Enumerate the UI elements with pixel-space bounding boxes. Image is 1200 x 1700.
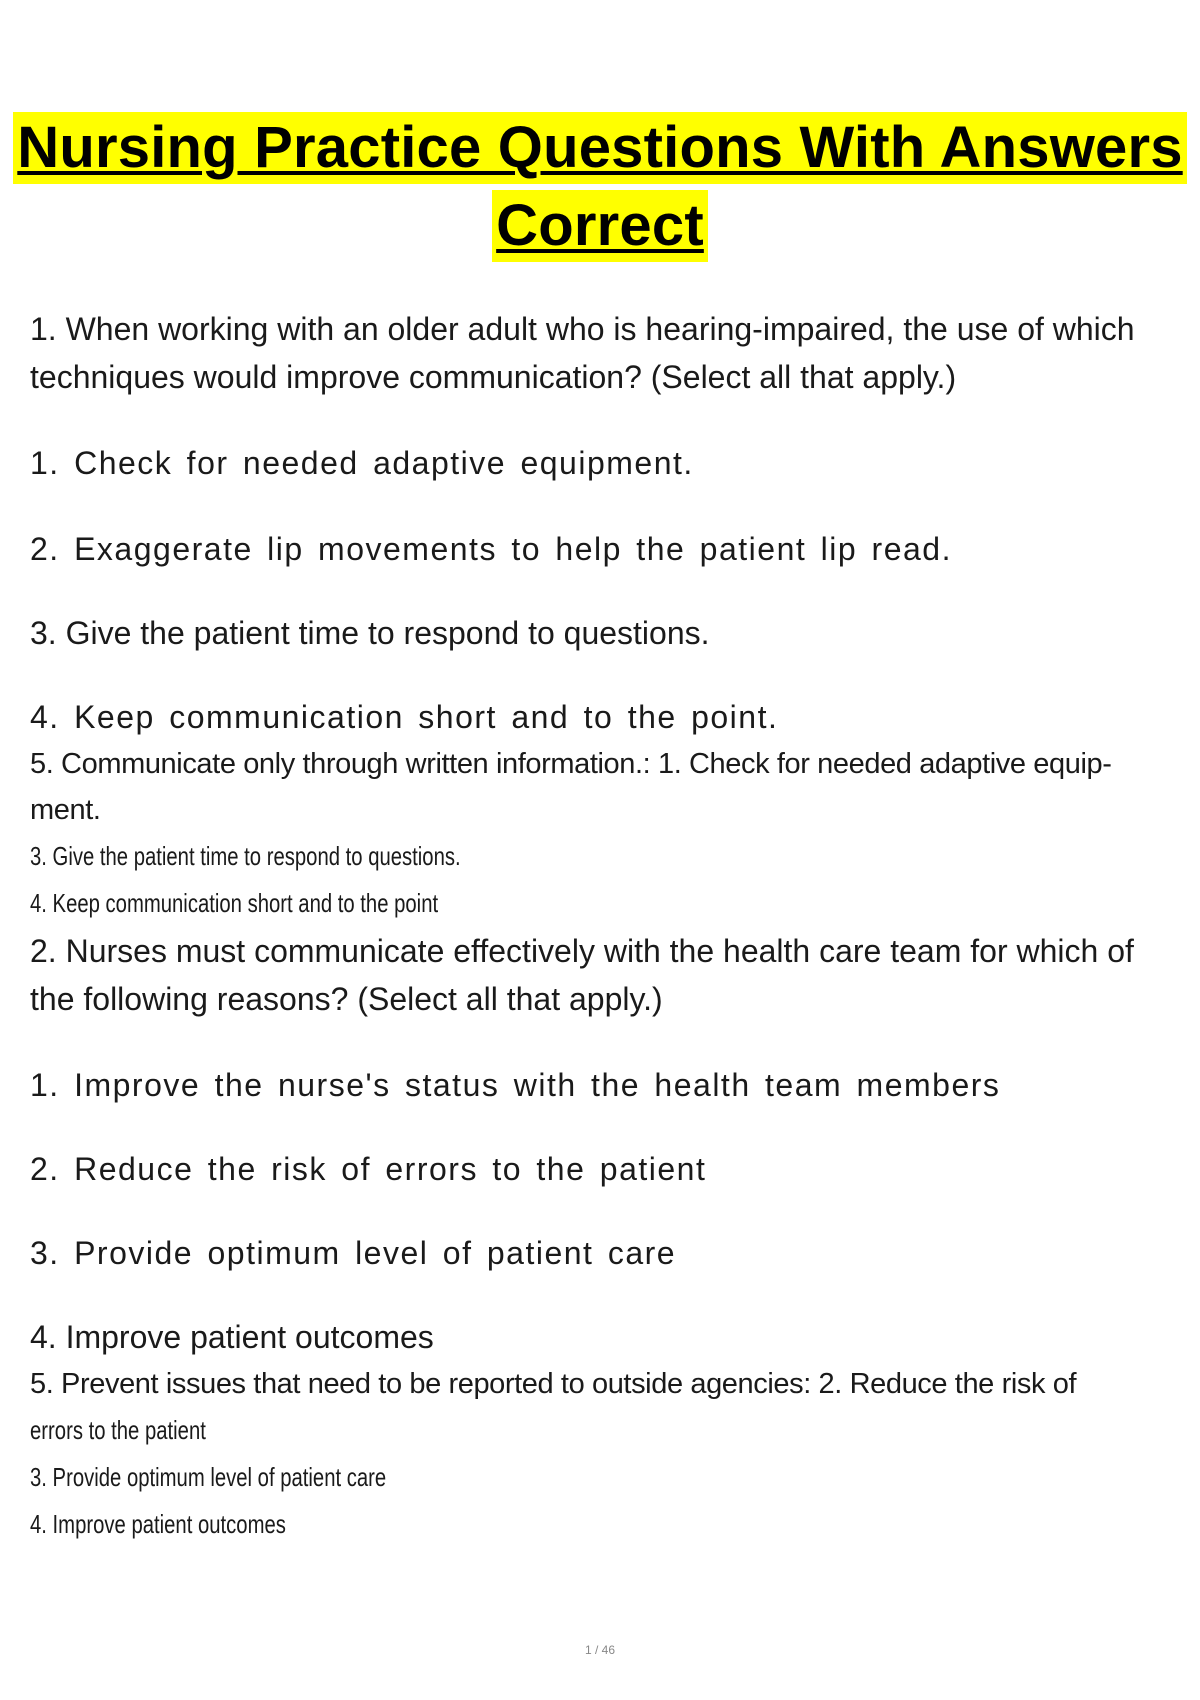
- question-list: [30, 305, 1180, 1548]
- question-2-answer-line-2: 4. Improve patient outcomes: [30, 1509, 286, 1539]
- title-line-1: Nursing Practice Questions With Answers: [13, 112, 1186, 184]
- question-1-option-5-answer: 5. Communicate only through written information.: 1. Check for needed adaptive equip-: [30, 748, 1112, 780]
- question-2-prompt: 2. Nurses must communicate effectively with the health care team for which of the following reasons? (Select all that apply.): [30, 933, 1134, 1017]
- document-title: [0, 112, 1200, 262]
- question-2-option-2: 2. Reduce the risk of errors to the patient: [30, 1151, 707, 1187]
- question-1-answer-line-1: 3. Give the patient time to respond to questions.: [30, 841, 461, 871]
- question-1-option-2: 2. Exaggerate lip movements to help the patient lip read.: [30, 531, 952, 567]
- title-line-2: Correct: [492, 190, 708, 262]
- question-2-answer-continuation: errors to the patient: [30, 1415, 206, 1445]
- question-1-option-3: 3. Give the patient time to respond to questions.: [30, 615, 710, 651]
- question-1-answer-continuation: ment.: [30, 794, 101, 826]
- question-1-option-1: 1. Check for needed adaptive equipment.: [30, 445, 694, 481]
- question-1-prompt: 1. When working with an older adult who is hearing-impaired, the use of which techniques would improve communication? (Select all that apply.): [30, 311, 1135, 395]
- question-2-answer-line-1: 3. Provide optimum level of patient care: [30, 1462, 387, 1492]
- page-number: 1 / 46: [584, 1643, 616, 1657]
- question-2-option-3: 3. Provide optimum level of patient care: [30, 1235, 677, 1271]
- question-2-option-4: 4. Improve patient outcomes: [30, 1319, 434, 1355]
- question-2-option-1: 1. Improve the nurse's status with the health team members: [30, 1067, 1001, 1103]
- question-2-option-5-answer: 5. Prevent issues that need to be reported to outside agencies: 2. Reduce the risk of: [30, 1368, 1077, 1400]
- question-1-option-4: 4. Keep communication short and to the point.: [30, 699, 779, 735]
- question-1-answer-line-2: 4. Keep communication short and to the point: [30, 888, 439, 918]
